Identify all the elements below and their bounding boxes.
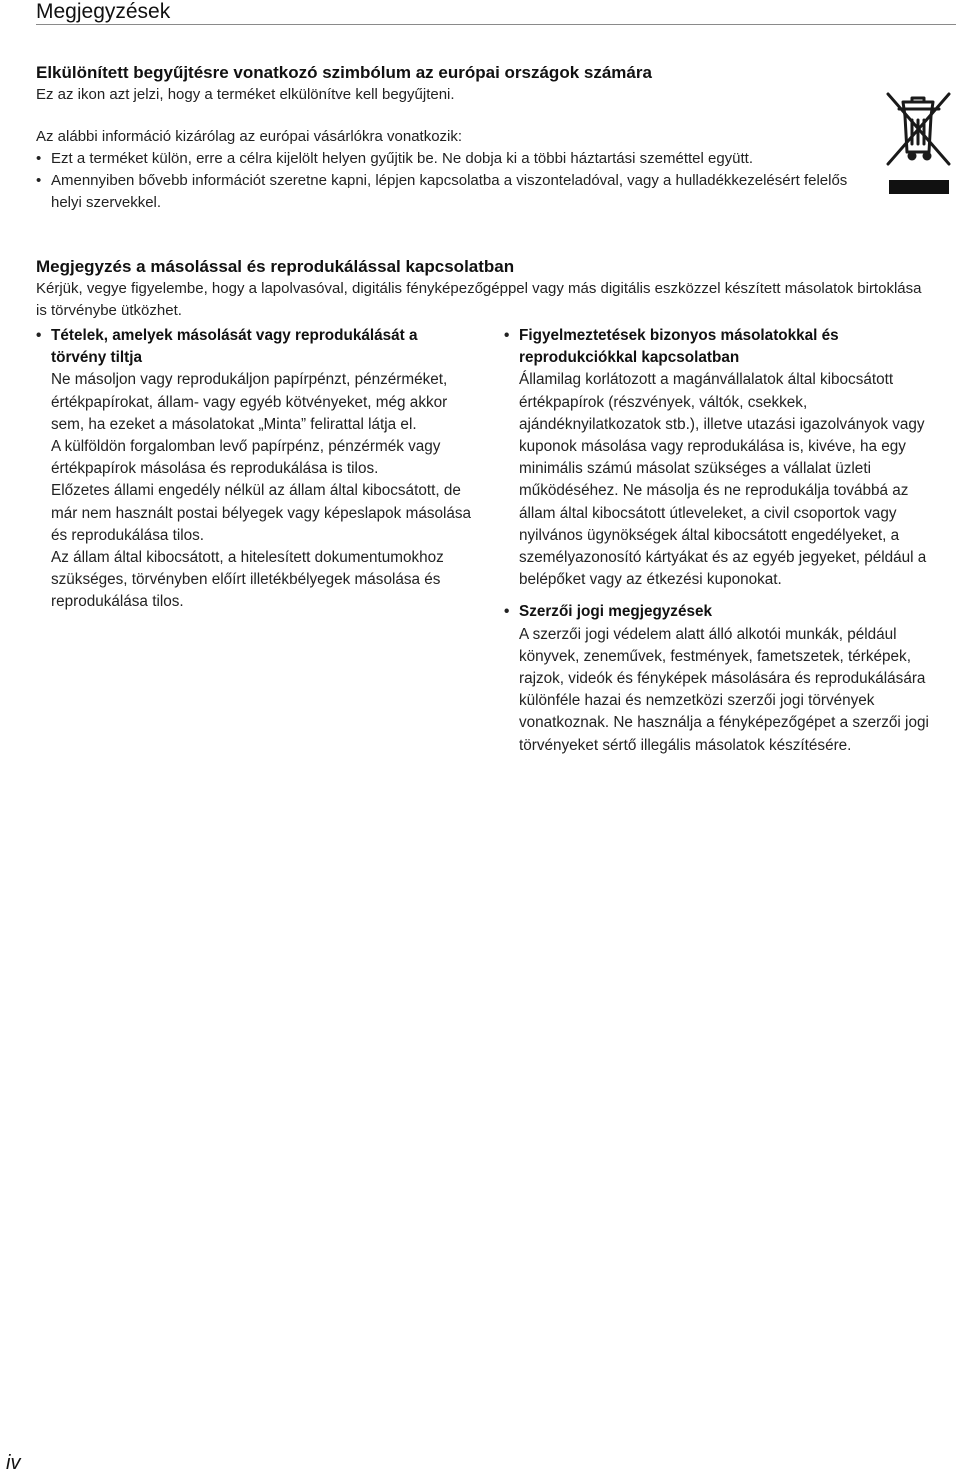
bullet-dot: •: [504, 327, 510, 344]
waste-lead: Az alábbi információ kizárólag az európai vásárlókra vonatkozik:: [36, 128, 463, 145]
bullet-dot: •: [504, 603, 510, 621]
item-title: Szerzői jogi megjegyzések: [519, 603, 712, 621]
waste-intro: Ez az ikon azt jelzi, hogy a terméket elkülönítve kell begyűjteni.: [36, 86, 455, 103]
copy-right-column: [504, 325, 944, 757]
item-paragraph: Államilag korlátozott a magánvállalatok által kibocsátott értékpapírok (részvények, váltók, csekkek, ajándéknyilatkozatok stb.), illetve utazási igazolványok vagy kuponok másolása vagy reprodukálása is, kivéve, ha egy minimális számú másolat szükséges a vállalat üzleti működéséhez. Ne másolja és ne reprodukálja továbbá az állam által kibocsátott útleveleket, a civil csoportok vagy nyilvános ügynökségek által kibocsátott engedélyeket, a személyazonosító kártyákat és az egyéb jegyeket, például a belépőket vagy az étkezési kuponokat.: [519, 371, 927, 589]
item-paragraph: Ne másoljon vagy reprodukáljon papírpénzt, pénzérméket, értékpapírokat, állam- vagy egyéb kötvényeket, még akkor sem, ha ezeket a másolatokat „Minta” felirattal látja el.: [51, 371, 448, 433]
waste-section: [36, 62, 876, 214]
bullet-dot: •: [36, 172, 42, 189]
waste-bullet-text: Ezt a terméket külön, erre a célra kijelölt helyen gyűjtik be. Ne dobja ki a többi háztartási szeméttel együtt.: [51, 150, 754, 167]
item-paragraph: Előzetes állami engedély nélkül az állam által kibocsátott, de már nem használt postai bélyegek vagy képeslapok másolása és reprodukálása tilos.: [51, 482, 472, 544]
list-item: [504, 601, 944, 756]
waste-bullet-text: Amennyiben bővebb információt szeretne kapni, lépjen kapcsolatba a viszonteladóval, vagy a hulladékkezelésért felelős helyi szervekkel.: [51, 172, 848, 211]
copy-heading: Megjegyzés a másolással és reprodukálással kapcsolatban: [36, 257, 515, 276]
crossed-out-wheelie-bin-icon: [883, 90, 953, 196]
copy-left-column: [36, 325, 476, 614]
bullet-dot: •: [36, 327, 42, 344]
item-title: Tételek, amelyek másolását vagy reprodukálását a törvény tiltja: [51, 327, 418, 367]
item-paragraph: A szerzői jogi védelem alatt álló alkotói munkák, például könyvek, zeneművek, festmények, fametszetek, térképek, rajzok, videók és fényképek másolására és reprodukálására különféle hazai és nemzetközi szerzői jogi törvények vonatkoznak. Ne használja a fényképezőgépet a szerzői jogi törvényeket sértő illegális másolatok készítésére.: [519, 625, 929, 754]
page-title: Megjegyzések: [36, 0, 171, 23]
item-paragraph: Az állam által kibocsátott, a hitelesített dokumentumokhoz szükséges, törvényben előírt illetékbélyegek másolása és reprodukálása tilos.: [51, 549, 444, 611]
page-header: [36, 0, 956, 25]
copy-section: [36, 256, 936, 322]
item-title: Figyelmeztetések bizonyos másolatokkal és reprodukciókkal kapcsolatban: [519, 327, 839, 367]
bullet-dot: •: [36, 150, 42, 167]
list-item: [504, 325, 944, 591]
page-number: iv: [6, 1452, 21, 1474]
item-paragraph: A külföldön forgalomban levő papírpénz, pénzérmék vagy értékpapírok másolása és reprodukálása is tilos.: [51, 438, 441, 478]
waste-bullet: [36, 170, 876, 214]
waste-heading: Elkülönített begyűjtésre vonatkozó szimbólum az európai országok számára: [36, 63, 652, 82]
list-item: [36, 325, 476, 614]
waste-bullet: [36, 148, 876, 170]
copy-intro: Kérjük, vegye figyelembe, hogy a lapolvasóval, digitális fényképezőgéppel vagy más digitális eszközzel készített másolatok birtoklása is törvénybe ütközhet.: [36, 280, 922, 319]
